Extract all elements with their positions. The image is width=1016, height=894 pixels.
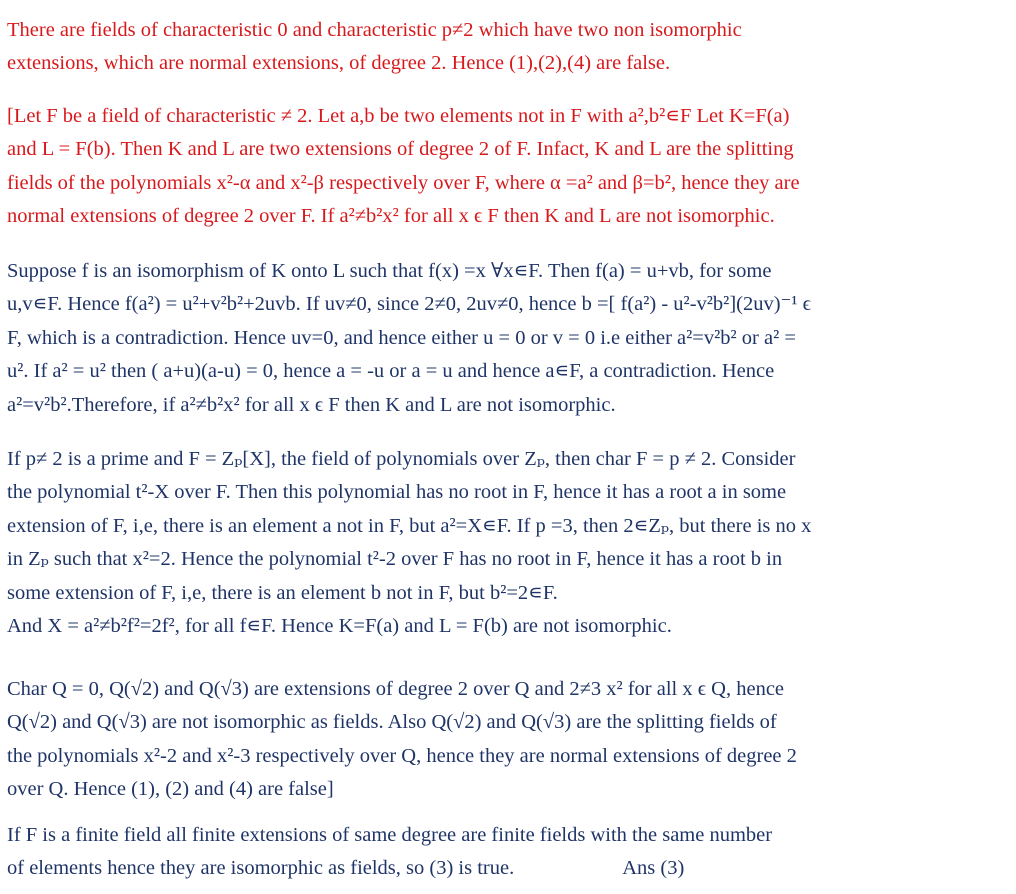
general-construction-paragraph <box>7 100 1011 234</box>
text-line <box>7 852 1011 885</box>
text-line: in Zₚ such that x²=2. Hence the polynomial t²-2 over F has no root in F, hence it has a root b in <box>7 548 783 571</box>
text-line: a²=v²b².Therefore, if a²≠b²x² for all x ϵ F then K and L are not isomorphic. <box>7 393 616 416</box>
text-line: u,v∊F. Hence f(a²) = u²+v²b²+2uvb. If uv≠0, since 2≠0, 2uv≠0, hence b =[ f(a²) - u²-v²b²](2uv)⁻¹ ϵ <box>7 293 811 316</box>
answer-label: Ans (3) <box>622 857 685 880</box>
text-line: the polynomial t²-X over F. Then this polynomial has no root in F, hence it has a root a in some <box>7 481 787 504</box>
text-line: [Let F be a field of characteristic ≠ 2. Let a,b be two elements not in F with a²,b²∊F Let K=F(a) <box>7 105 790 127</box>
text-line: F, which is a contradiction. Hence uv=0, and hence either u = 0 or v = 0 i.e either a²=v²b² or a² = <box>7 326 796 349</box>
text-line: extension of F, i,e, there is an element a not in F, but a²=X∊F. If p =3, then 2∊Zₚ, but there is no x <box>7 514 812 537</box>
text-line: some extension of F, i,e, there is an element b not in F, but b²=2∊F. <box>7 581 558 604</box>
text-line-content: of elements hence they are isomorphic as fields, so (3) is true. <box>7 857 515 880</box>
text-line: the polynomials x²-2 and x²-3 respectively over Q, hence they are normal extensions of degree 2 <box>7 744 797 767</box>
text-line: extensions, which are normal extensions, of degree 2. Hence (1),(2),(4) are false. <box>7 52 671 75</box>
text-line: and L = F(b). Then K and L are two extensions of degree 2 of F. Infact, K and L are the splitting <box>7 138 794 161</box>
text-line: If p≠ 2 is a prime and F = Zₚ[X], the field of polynomials over Zₚ, then char F = p ≠ 2. Consider <box>7 448 796 470</box>
text-line: normal extensions of degree 2 over F. If a²≠b²x² for all x ϵ F then K and L are not isomorphic. <box>7 205 775 228</box>
text-line: There are fields of characteristic 0 and characteristic p≠2 which have two non isomorphic <box>7 19 742 41</box>
text-line: over Q. Hence (1), (2) and (4) are false] <box>7 778 334 801</box>
text-line: u². If a² = u² then ( a+u)(a-u) = 0, hence a = -u or a = u and hence a∊F, a contradiction. Hence <box>7 360 775 383</box>
text-line: Suppose f is an isomorphism of K onto L such that f(x) =x ∀x∊F. Then f(a) = u+vb, for some <box>7 260 772 282</box>
text-line: And X = a²≠b²f²=2f², for all f∊F. Hence K=F(a) and L = F(b) are not isomorphic. <box>7 615 672 638</box>
text-line: Q(√2) and Q(√3) are not isomorphic as fields. Also Q(√2) and Q(√3) are the splitting fields of <box>7 711 777 734</box>
text-line: Char Q = 0, Q(√2) and Q(√3) are extensions of degree 2 over Q and 2≠3 x² for all x ϵ Q, hence <box>7 678 785 700</box>
char-p-example-paragraph <box>7 443 1011 643</box>
finite-field-paragraph <box>7 819 1011 886</box>
text-line: fields of the polynomials x²-α and x²-β respectively over F, where α =a² and β=b², hence they are <box>7 171 800 194</box>
isomorphism-proof-paragraph <box>7 255 1011 422</box>
intro-paragraph <box>7 14 1011 81</box>
char-0-example-paragraph <box>7 673 1011 807</box>
text-line: If F is a finite field all finite extensions of same degree are finite fields with the same number <box>7 824 773 846</box>
